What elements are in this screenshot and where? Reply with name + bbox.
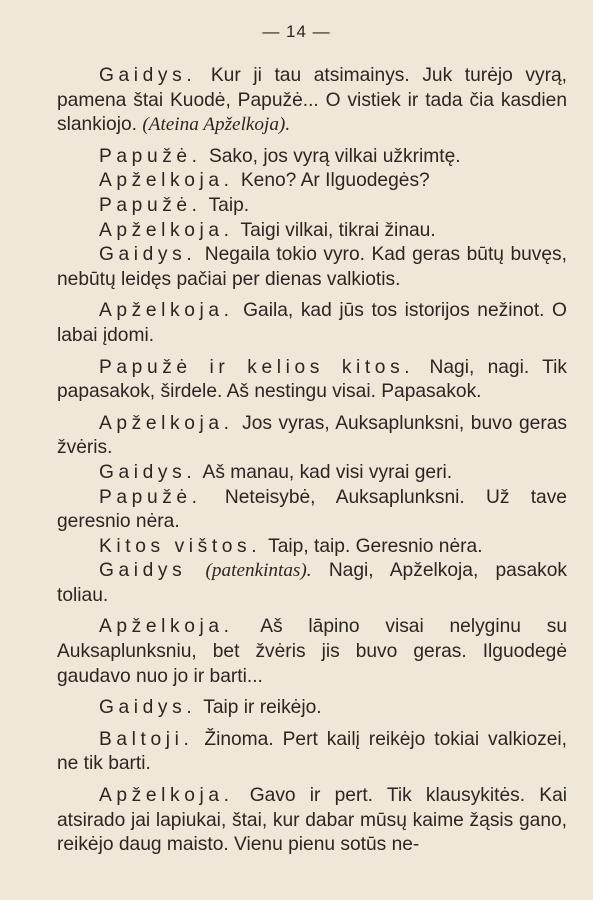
stage-direction: (Ateina Apželkoja). bbox=[142, 114, 291, 136]
speaker-name: Baltoji. bbox=[99, 728, 194, 750]
page-number: — 14 — bbox=[262, 22, 331, 41]
speaker-name: Papužė. bbox=[99, 145, 202, 167]
dialogue-paragraph bbox=[57, 559, 567, 608]
line-text: Taip. bbox=[208, 194, 250, 216]
line-text: Kur ji tau atsimainys. Juk turėjo vyrą, pamena štai Kuodė, Papužė... O vistiek ir tada čia kasdien slankiojo. bbox=[57, 65, 567, 136]
speaker-name: Papužė ir kelios kitos. bbox=[99, 356, 415, 378]
speaker-name: Apželkoja. bbox=[99, 616, 234, 638]
dialogue-paragraph bbox=[57, 243, 567, 292]
stage-direction: (patenkintas). bbox=[205, 560, 312, 582]
dialogue-paragraph bbox=[57, 194, 567, 219]
line-text: Neteisybė, Auksaplunksni. Už tave geresnio nėra. bbox=[57, 486, 567, 533]
dialogue-paragraph bbox=[57, 615, 567, 689]
speaker-name: Apželkoja. bbox=[99, 300, 234, 322]
line-text: Gavo ir pert. Tik klausykitės. Kai atsirado jai lapiukai, štai, kur dabar mūsų kaime žąsis gano, reikėjo daug maisto. Vienu pienu sotūs ne- bbox=[57, 785, 567, 856]
dialogue-paragraph bbox=[57, 535, 567, 560]
speaker-name: Gaidys. bbox=[99, 461, 197, 483]
speaker-name: Gaidys. bbox=[99, 244, 197, 266]
speaker-name: Gaidys. bbox=[99, 65, 197, 86]
line-text: Žinoma. Pert kailį reikėjo tokiai valkiozei, ne tik barti. bbox=[57, 728, 567, 775]
line-text: Keno? Ar Ilguodegės? bbox=[240, 170, 430, 192]
speaker-name: Apželkoja. bbox=[99, 785, 234, 807]
dialogue-paragraph bbox=[57, 461, 567, 486]
line-text: Negaila tokio vyro. Kad geras būtų buvęs, nebūtų leidęs pačiai per dienas valkiotis. bbox=[57, 244, 567, 290]
dialogue-paragraph bbox=[57, 299, 567, 348]
dialogue-paragraph bbox=[57, 219, 567, 244]
line-text: Nagi, Apželkoja, pasakok toliau. bbox=[57, 560, 567, 606]
line-text: Sako, jos vyrą vilkai užkrimtę. bbox=[208, 145, 461, 167]
dialogue-paragraph bbox=[57, 412, 567, 461]
line-text: Aš lāpino visai nelyginu su Auksaplunksniu, bet žvėris jis buvo geras. Ilguodegė gaudavo nuo jo ir barti... bbox=[57, 616, 567, 687]
dialogue-paragraph bbox=[57, 64, 567, 138]
dialogue-paragraph bbox=[57, 169, 567, 194]
dialogue-paragraph bbox=[57, 696, 567, 721]
dialogue-paragraph bbox=[57, 486, 567, 535]
line-text: Aš manau, kad visi vyrai geri. bbox=[202, 461, 453, 483]
dialogue-paragraph bbox=[57, 784, 567, 858]
line-text: Gaila, kad jūs tos istorijos nežinot. O labai įdomi. bbox=[57, 300, 567, 346]
dialogue-paragraph bbox=[57, 145, 567, 170]
speaker-name: Papužė. bbox=[99, 194, 202, 216]
speaker-name: Kitos vištos. bbox=[99, 535, 262, 557]
play-text bbox=[57, 64, 567, 858]
line-text: Taip ir reikėjo. bbox=[203, 697, 322, 719]
speaker-name: Apželkoja. bbox=[99, 170, 234, 192]
line-text: Taip, taip. Geresnio nėra. bbox=[268, 535, 483, 557]
speaker-name: Apželkoja. bbox=[99, 219, 234, 241]
dialogue-paragraph bbox=[57, 356, 567, 405]
speaker-name: Papužė. bbox=[99, 486, 202, 508]
line-text: Taigi vilkai, tikrai žinau. bbox=[240, 219, 436, 241]
line-text: Nagi, nagi. Tik papasakok, širdele. Aš nestingu visai. Papasakok. bbox=[57, 356, 567, 403]
line-text: Jos vyras, Auksaplunksni, buvo geras žvėris. bbox=[57, 412, 567, 459]
speaker-name: Gaidys bbox=[99, 560, 187, 582]
dialogue-paragraph bbox=[57, 728, 567, 777]
speaker-name: Apželkoja. bbox=[99, 412, 234, 434]
speaker-name: Gaidys. bbox=[99, 697, 197, 719]
